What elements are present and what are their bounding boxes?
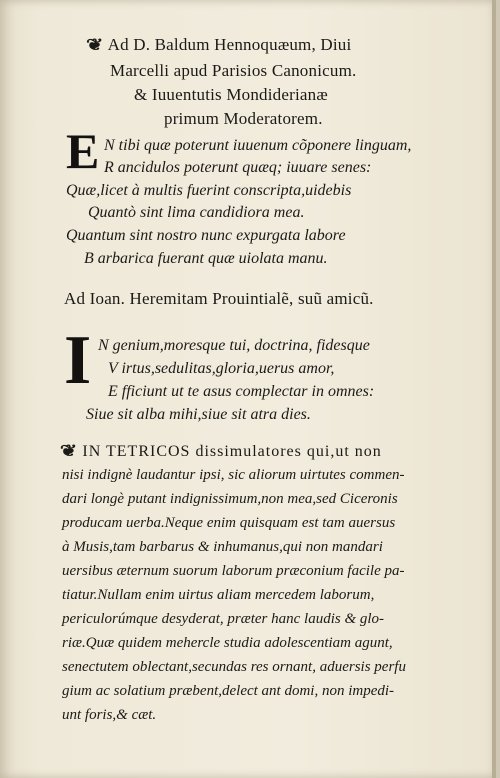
prose-line-7: tiatur.Nullam enim uirtus aliam mercedem laborum, [62,587,375,603]
initial-capital-e: E [66,123,100,179]
poem-2-line-4: Siue sit alba mihi,siue sit atra dies. [86,406,311,423]
heading-1-line-3: & Iuuentutis Mondiderianæ [134,85,328,104]
fleuron-icon: ❦ [85,37,104,54]
heading-1-line-4: primum Moderatorem. [164,109,323,128]
poem-2-line-1: N genium,moresque tui, doctrina, fidesque [98,337,370,354]
prose-line-2: nisi indignè laudantur ipsi, sic aliorum uirtutes commen- [62,467,405,483]
heading-1-line-2: Marcelli apud Parisios Canonicum. [110,61,357,80]
prose-line-12: unt foris,& cæt. [62,707,157,723]
heading-1-line-1: ❦ Ad D. Baldum Hennoquæum, Diui [85,35,352,54]
prose-line-11: gium ac solatium præbent,delect ant domi, non impedi- [62,683,395,699]
poem-1-line-2: R ancidulos poterunt quæq; iuuare senes: [104,159,372,176]
poem-1-line-5: Quantum sint nostro nunc expurgata labore [66,227,346,244]
poem-2-line-3: E fficiunt ut te asus complectar in omnes: [108,383,375,400]
initial-capital-i: I [64,322,92,399]
prose-line-9: riæ.Quæ quidem mehercle studia adolescentiam agunt, [62,635,393,651]
prose-line-3: dari longè putant indignissimum,non mea,sed Ciceronis [62,491,398,507]
poem-2-line-2: V irtus,sedulitas,gloria,uerus amor, [108,360,335,377]
prose-line-8: periculorúmque desyderat, præter hanc laudis & glo- [62,611,385,627]
poem-1-line-1: N tibi quæ poterunt iuuenum cõponere linguam, [104,137,412,154]
heading-2-line: Ad Ioan. Heremitam Prouintialẽ, suũ amicũ. [64,289,374,308]
page-edge [492,0,496,778]
fleuron-icon: ❦ [59,443,79,460]
prose-line-10: senectutem oblectant,secundas res ornant, aduersis perfu [62,659,406,675]
prose-line-4: producam uerba.Neque enim quisquam est tam auersus [62,515,396,531]
prose-line-5: à Musis,tam barbarus & inhumanus,qui non mandari [62,539,383,555]
poem-1-line-4: Quantò sint lima candidiora mea. [88,204,305,221]
poem-1-line-6: B arbarica fuerant quæ uiolata manu. [84,250,328,267]
prose-line-1: ❦ IN TETRICOS dissimulatores qui,ut non [59,443,382,460]
poem-1-line-3: Quæ,licet à multis fuerint conscripta,uidebis [66,182,352,199]
prose-line-6: uersibus æternum suorum laborum præconium facile pa- [62,563,405,579]
